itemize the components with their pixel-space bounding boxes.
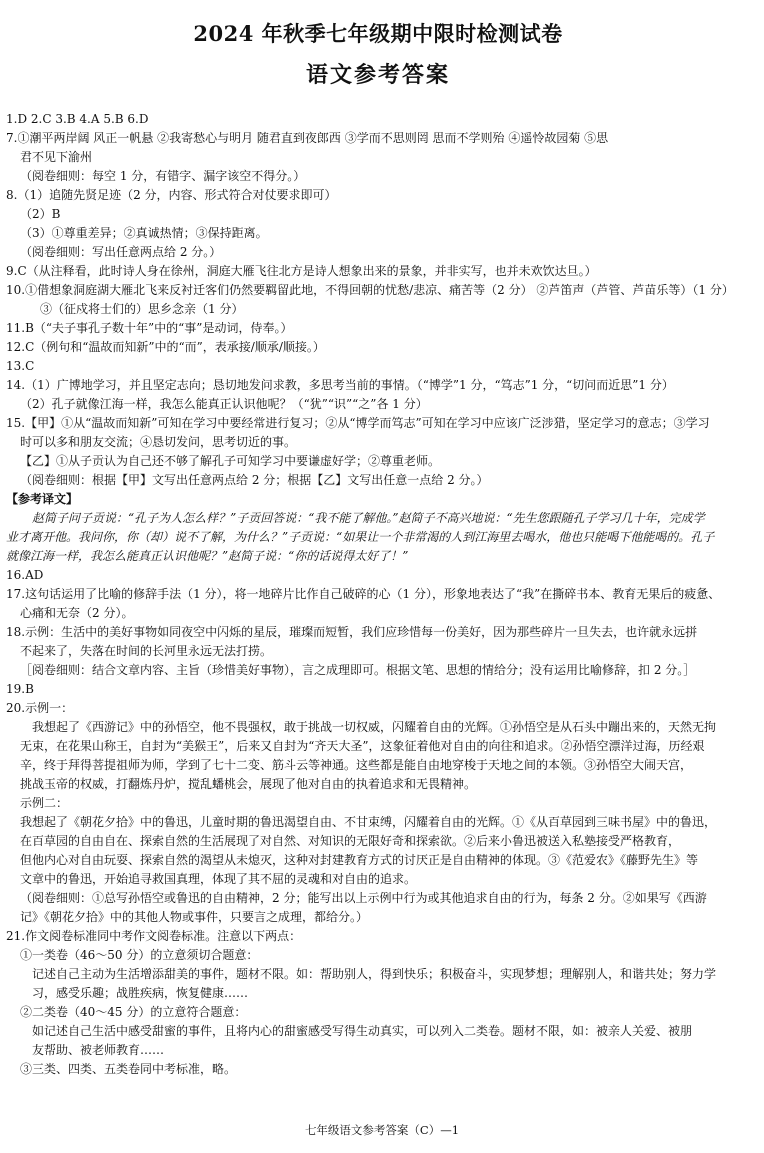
answer-line: 20.示例一： (6, 701, 74, 715)
page-footer: 七年级语文参考答案（C）—1 (304, 1123, 460, 1137)
answer-line: 记》《朝花夕拾》中的其他人物或事件，只要言之成理，都给分。） (20, 910, 369, 924)
answer-line: 16.AD (6, 568, 44, 582)
answer-line: 辛，终于拜得菩提祖师为师，学到了七十二变、筋斗云等神通。这些都是能自由地穿梭于天地之间的本领。③孙悟空大闹天宫， (20, 758, 693, 772)
answer-line: 在百草园的自由自在、探索自然的生活展现了对自然、对知识的无限好奇和探索欲。②后来小鲁迅被送入私塾接受严格教育， (20, 834, 681, 848)
answer-line: 1.D 2.C 3.B 4.A 5.B 6.D (6, 112, 149, 126)
answer-line: 挑战玉帝的权威，打翻炼丹炉，搅乱蟠桃会，展现了他对自由的执着追求和无畏精神。 (20, 777, 477, 791)
answer-line: 18.示例：生活中的美好事物如同夜空中闪烁的星辰，璀璨而短暂，我们应珍惜每一份美好，因为那些碎片一旦失去，也许就永远拼 (6, 625, 698, 639)
answer-line: 17.这句话运用了比喻的修辞手法（1 分），将一地碎片比作自己破碎的心（1 分），形象地表达了“我”在撕碎书本、教育无果后的疲惫、 (6, 587, 721, 601)
answer-line: 君不见下渝州 (20, 150, 93, 164)
answer-line: 习，感受乐趣；战胜疾病，恢复健康…… (32, 986, 249, 1000)
answer-line: 无束，在花果山称王，自封为“美猴王”，后来又自封为“齐天大圣”，这象征着他对自由的向往和追求。②孙悟空漂洋过海，历经艰 (20, 739, 705, 753)
answer-line: （3）①尊重差异；②真诚热情；③保持距离。 (20, 226, 268, 240)
answer-line: 19.B (6, 682, 34, 696)
answer-content (6, 110, 750, 1079)
answer-line: （阅卷细则：根据【甲】文写出任意两点给 2 分；根据【乙】文写出任意一点给 2 分。） (20, 473, 489, 487)
answer-line: 但他内心对自由玩耍、探索自然的渴望从未熄灭，这种对封建教育方式的讨厌正是自由精神的体现。③《范爱农》《藤野先生》等 (20, 853, 699, 867)
document-subtitle: 语文参考答案 (305, 62, 450, 88)
answer-line: 11.B（“夫子事孔子数十年”中的“事”是动词，侍奉。） (6, 321, 293, 335)
answer-line: 【参考译文】 (6, 492, 79, 506)
answer-line: 时可以多和朋友交流；④恳切发问，思考切近的事。 (20, 435, 297, 449)
document-title: 2024 年秋季七年级期中限时检测试卷 (193, 21, 563, 46)
answer-line: 心痛和无奈（2 分）。 (20, 606, 134, 620)
answer-line: 10.①借想象洞庭湖大雁北飞来反衬迁客们仍然要羁留此地，不得回朝的忧愁/悲凉、痛苦等（2 分） ②芦笛声（芦管、芦苗乐等）（1 分） (6, 283, 734, 297)
answer-line: 我想起了《朝花夕拾》中的鲁迅，儿童时期的鲁迅渴望自由、不甘束缚，闪耀着自由的光辉。①《从百草园到三味书屋》中的鲁迅， (20, 815, 717, 829)
answer-line: 15.【甲】①从“温故而知新”可知在学习中要经常进行复习；②从“博学而笃志”可知在学习中应该广泛涉猎，坚定学习的意志；③学习 (6, 416, 710, 430)
answer-line: 文章中的鲁迅，开始追寻救国真理，体现了其不屈的灵魂和对自由的追求。 (20, 872, 417, 886)
answer-line: （阅卷细则：①总写孙悟空或鲁迅的自由精神，2 分；能写出以上示例中行为或其他追求自由的行为，每条 2 分。②如果写《西游 (20, 891, 707, 905)
answer-line: 赵简子问子贡说：“孔子为人怎么样？”子贡回答说：“我不能了解他。”赵简子不高兴地说：“先生您跟随孔子学习几十年，完成学 (32, 511, 705, 525)
answer-line: 业才离开他。我问你，你（却）说不了解，为什么？”子贡说：“如果让一个非常渴的人到江海里去喝水，他也只能喝下他能喝的。孔子 (6, 530, 715, 544)
answer-line: ③（征戍将士们的）思乡念亲（1 分） (40, 302, 244, 316)
answer-line: （阅卷细则：每空 1 分，有错字、漏字该空不得分。） (20, 169, 306, 183)
answer-line: 14.（1）广博地学习，并且坚定志向；恳切地发问求教，多思考当前的事情。（“博学”1 分，“笃志”1 分，“切问而近思”1 分） (6, 378, 674, 392)
answer-line: 就像江海一样，我怎么能真正认识他呢？”赵简子说：“你的话说得太好了！” (6, 549, 409, 563)
answer-line: 21.作文阅卷标准同中考作文阅卷标准。注意以下两点： (6, 929, 302, 943)
answer-line: 13.C (6, 359, 35, 373)
answer-line: 9.C（从注释看，此时诗人身在徐州，洞庭大雁飞往北方是诗人想象出来的景象，并非实写，也并未欢饮达旦。） (6, 264, 597, 278)
answer-line: 我想起了《西游记》中的孙悟空，他不畏强权，敢于挑战一切权威，闪耀着自由的光辉。①孙悟空是从石头中蹦出来的，天然无拘 (32, 720, 717, 734)
answer-line: 8.（1）追随先贤足迹（2 分，内容、形式符合对仗要求即可） (6, 188, 337, 202)
answer-line: ①一类卷（46～50 分）的立意须切合题意： (20, 948, 259, 962)
answer-line: （阅卷细则：写出任意两点给 2 分。） (20, 245, 222, 259)
answer-line: （2）孔子就像江海一样，我怎么能真正认识他呢？（“犹”“识”“之”各 1 分） (20, 397, 428, 411)
answer-line: 7.①潮平两岸阔 风正一帆悬 ②我寄愁心与明月 随君直到夜郎西 ③学而不思则罔 思而不学则殆 ④遥怜故园菊 ⑤思 (6, 131, 609, 145)
answer-line: 友帮助、被老师教育…… (32, 1043, 165, 1057)
answer-line: 不起来了，失落在时间的长河里永远无法打捞。 (20, 644, 273, 658)
answer-line: 12.C（例句和“温故而知新”中的“而”，表承接/顺承/顺接。） (6, 340, 325, 354)
answer-line: ③三类、四类、五类卷同中考标准，略。 (20, 1062, 237, 1076)
answer-line: 【乙】①从子贡认为自己还不够了解孔子可知学习中要谦虚好学；②尊重老师。 (20, 454, 441, 468)
answer-line: 示例二： (20, 796, 69, 810)
answer-line: ②二类卷（40～45 分）的立意符合题意： (20, 1005, 247, 1019)
answer-line: （2）B (20, 207, 61, 221)
answer-line: ［阅卷细则：结合文章内容、主旨（珍惜美好事物），言之成理即可。根据文笔、思想的情给分；没有运用比喻修辞，扣 2 分。］ (20, 663, 696, 677)
answer-line: 如记述自己生活中感受甜蜜的事件，且将内心的甜蜜感受写得生动真实，可以列入二类卷。题材不限，如：被亲人关爱、被朋 (32, 1024, 693, 1038)
answer-line: 记述自己主动为生活增添甜美的事件，题材不限。如：帮助别人，得到快乐；积极奋斗，实现梦想；理解别人，和谐共处；努力学 (32, 967, 717, 981)
